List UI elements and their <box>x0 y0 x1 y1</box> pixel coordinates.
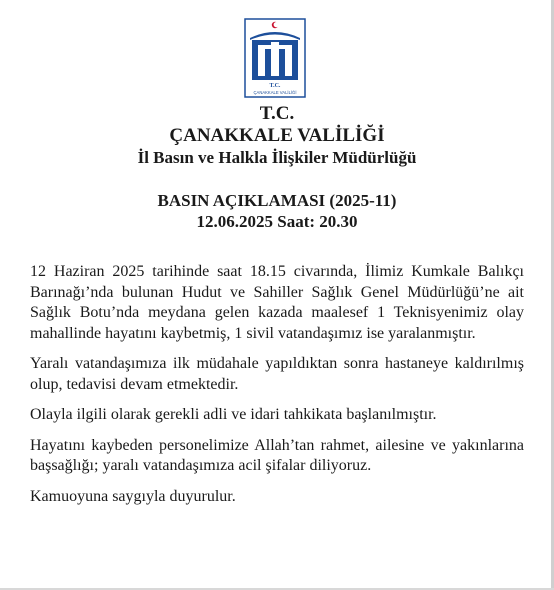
canakkale-martyrs-memorial-logo-icon <box>244 18 306 98</box>
header-mudurluk: İl Basın ve Halkla İlişkiler Müdürlüğü <box>137 148 417 167</box>
governorship-logo <box>244 18 306 98</box>
paragraph-investigation: Olayla ilgili olarak gerekli adli ve idari tahkikata başlanılmıştır. <box>30 406 437 423</box>
logo-text-valilik: ÇANAKKALE VALİLİĞİ <box>253 90 297 95</box>
paragraph-closing: Kamuoyuna saygıyla duyurulur. <box>30 487 236 505</box>
announcement-body <box>30 262 524 517</box>
header-tc: T.C. <box>259 103 295 124</box>
logo-text-tc: T.C. <box>269 83 281 89</box>
header-block <box>0 103 554 169</box>
announcement-title: BASIN AÇIKLAMASI (2025-11) <box>157 191 397 210</box>
header-valilik: ÇANAKKALE VALİLİĞİ <box>169 125 385 146</box>
paragraph-condolence: Hayatını kaybeden personelimize Allah’tan rahmet, ailesine ve yakınlarına başsağlığı; yaralı vatandaşımıza acil şifalar diliyoruz. <box>30 436 524 474</box>
paragraph-treatment: Yaralı vatandaşımıza ilk müdahale yapıldıktan sonra hastaneye kaldırılmış olup, tedavisi devam etmektedir. <box>30 355 524 393</box>
paragraph-incident: 12 Haziran 2025 tarihinde saat 18.15 civarında, İlimiz Kumkale Balıkçı Barınağı’nda bulunan Hudut ve Sahiller Sağlık Genel Müdürlüğü’ne ait Sağlık Botu’nda meydana gelen kazada maalesef 1 Teknisyenimiz olay mahallinde hayatını kaybetmiş, 1 sivil vatandaşımız ise yaralanmıştır. <box>30 263 524 342</box>
announcement-title-block <box>0 190 554 232</box>
announcement-datetime: 12.06.2025 Saat: 20.30 <box>196 212 358 231</box>
